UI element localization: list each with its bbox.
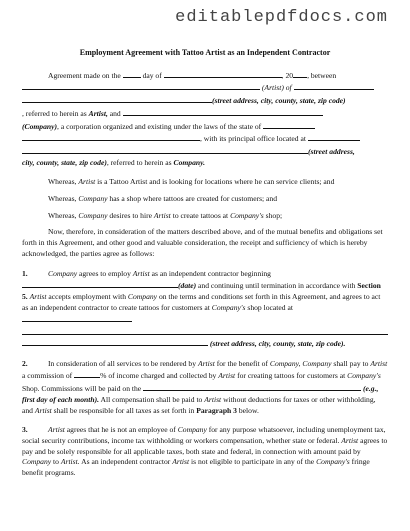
artist-address-blank[interactable] xyxy=(22,94,212,103)
preamble-line-5: (Company), a corporation organized and existing under the laws of the state of xyxy=(22,120,388,133)
whereas-3: Whereas, Company desires to hire Artist to create tattoos at Company's shop; xyxy=(48,210,283,220)
state-cont-blank[interactable] xyxy=(22,132,200,141)
office-blank[interactable] xyxy=(308,132,360,141)
commission-blank[interactable] xyxy=(74,369,100,378)
preamble-line-3: (street address, city, county, state, zip code) xyxy=(22,94,388,107)
shop-address-blank[interactable] xyxy=(22,337,208,346)
document-body xyxy=(22,48,388,479)
section-3: 3. Artist agrees that he is not an employee of Company for any purpose whatsoever, including unemployment tax, social security contributions, income tax withholding or workers compensation, whether state or federal. Artist agrees to pay and be solely responsible for all applicable taxes, both state and federal, in connection with amount paid by Company to Artist. As an independent contractor Artist is not eligible to participate in any of the Company's fringe benefit programs. xyxy=(22,425,388,478)
whereas-1: Whereas, Artist is a Tattoo Artist and is looking for locations where he can service clients; and xyxy=(48,177,335,187)
payment-day-blank[interactable] xyxy=(143,382,361,391)
section-2: 2. In consideration of all services to be rendered by Artist for the benefit of Company, Company shall pay to Artist a commission of % of income charged and collected by Artist for creating tattoos for customers at Company's Shop. Commissions will be paid on the (e.g., first day of each month). All compensation shall be paid to Artist without deductions for taxes or other withholding, and Artist shall be responsible for all taxes as set forth in Paragraph 3 below. xyxy=(22,358,388,415)
shop-location-blank-2[interactable] xyxy=(22,326,388,335)
preamble-line-6: , with its principal office located at xyxy=(22,132,388,145)
document-title: Employment Agreement with Tattoo Artist as an Independent Contractor xyxy=(79,48,331,57)
preamble-line-2: (Artist) of xyxy=(22,81,388,94)
day-blank[interactable] xyxy=(123,69,141,78)
watermark: editablepdfdocs.com xyxy=(175,8,388,27)
artist-of-blank[interactable] xyxy=(294,81,374,90)
office-address-blank[interactable] xyxy=(22,145,308,154)
preamble-line-8: city, county, state, zip code), referred to herein as Company. xyxy=(22,157,206,167)
year-blank[interactable] xyxy=(293,69,307,78)
start-date-blank[interactable] xyxy=(22,279,178,288)
whereas-2: Whereas, Company has a shop where tattoos are created for customers; and xyxy=(48,194,278,204)
preamble-line-7: (street address, xyxy=(22,145,388,158)
artist-name-blank[interactable] xyxy=(22,81,260,90)
preamble-line-4: , referred to herein as Artist, and xyxy=(22,107,388,120)
preamble-line-1: Agreement made on the day of , 20 , between xyxy=(48,70,337,80)
section-1: 1. Company agrees to employ Artist as an independent contractor beginning (date) and continuing until termination in accordance with Section 5. Artist accepts employment with Company on the terms and conditions set forth in this Agreement, and agrees to act as an independent contractor to create tattoos for customers at Company's shop located at xyxy=(22,269,388,327)
company-name-blank[interactable] xyxy=(123,107,323,116)
section-1-address: (street address, city, county, state, zip code). xyxy=(22,337,388,350)
state-blank[interactable] xyxy=(263,120,315,129)
month-blank[interactable] xyxy=(164,69,282,78)
now-therefore: Now, therefore, in consideration of the matters described above, and of the mutual benefits and obligations set forth in this Agreement, and other good and valuable consideration, the receipt and sufficiency of which is hereby acknowledged, the parties agree as follows: xyxy=(22,227,383,258)
shop-location-blank[interactable] xyxy=(22,313,132,322)
